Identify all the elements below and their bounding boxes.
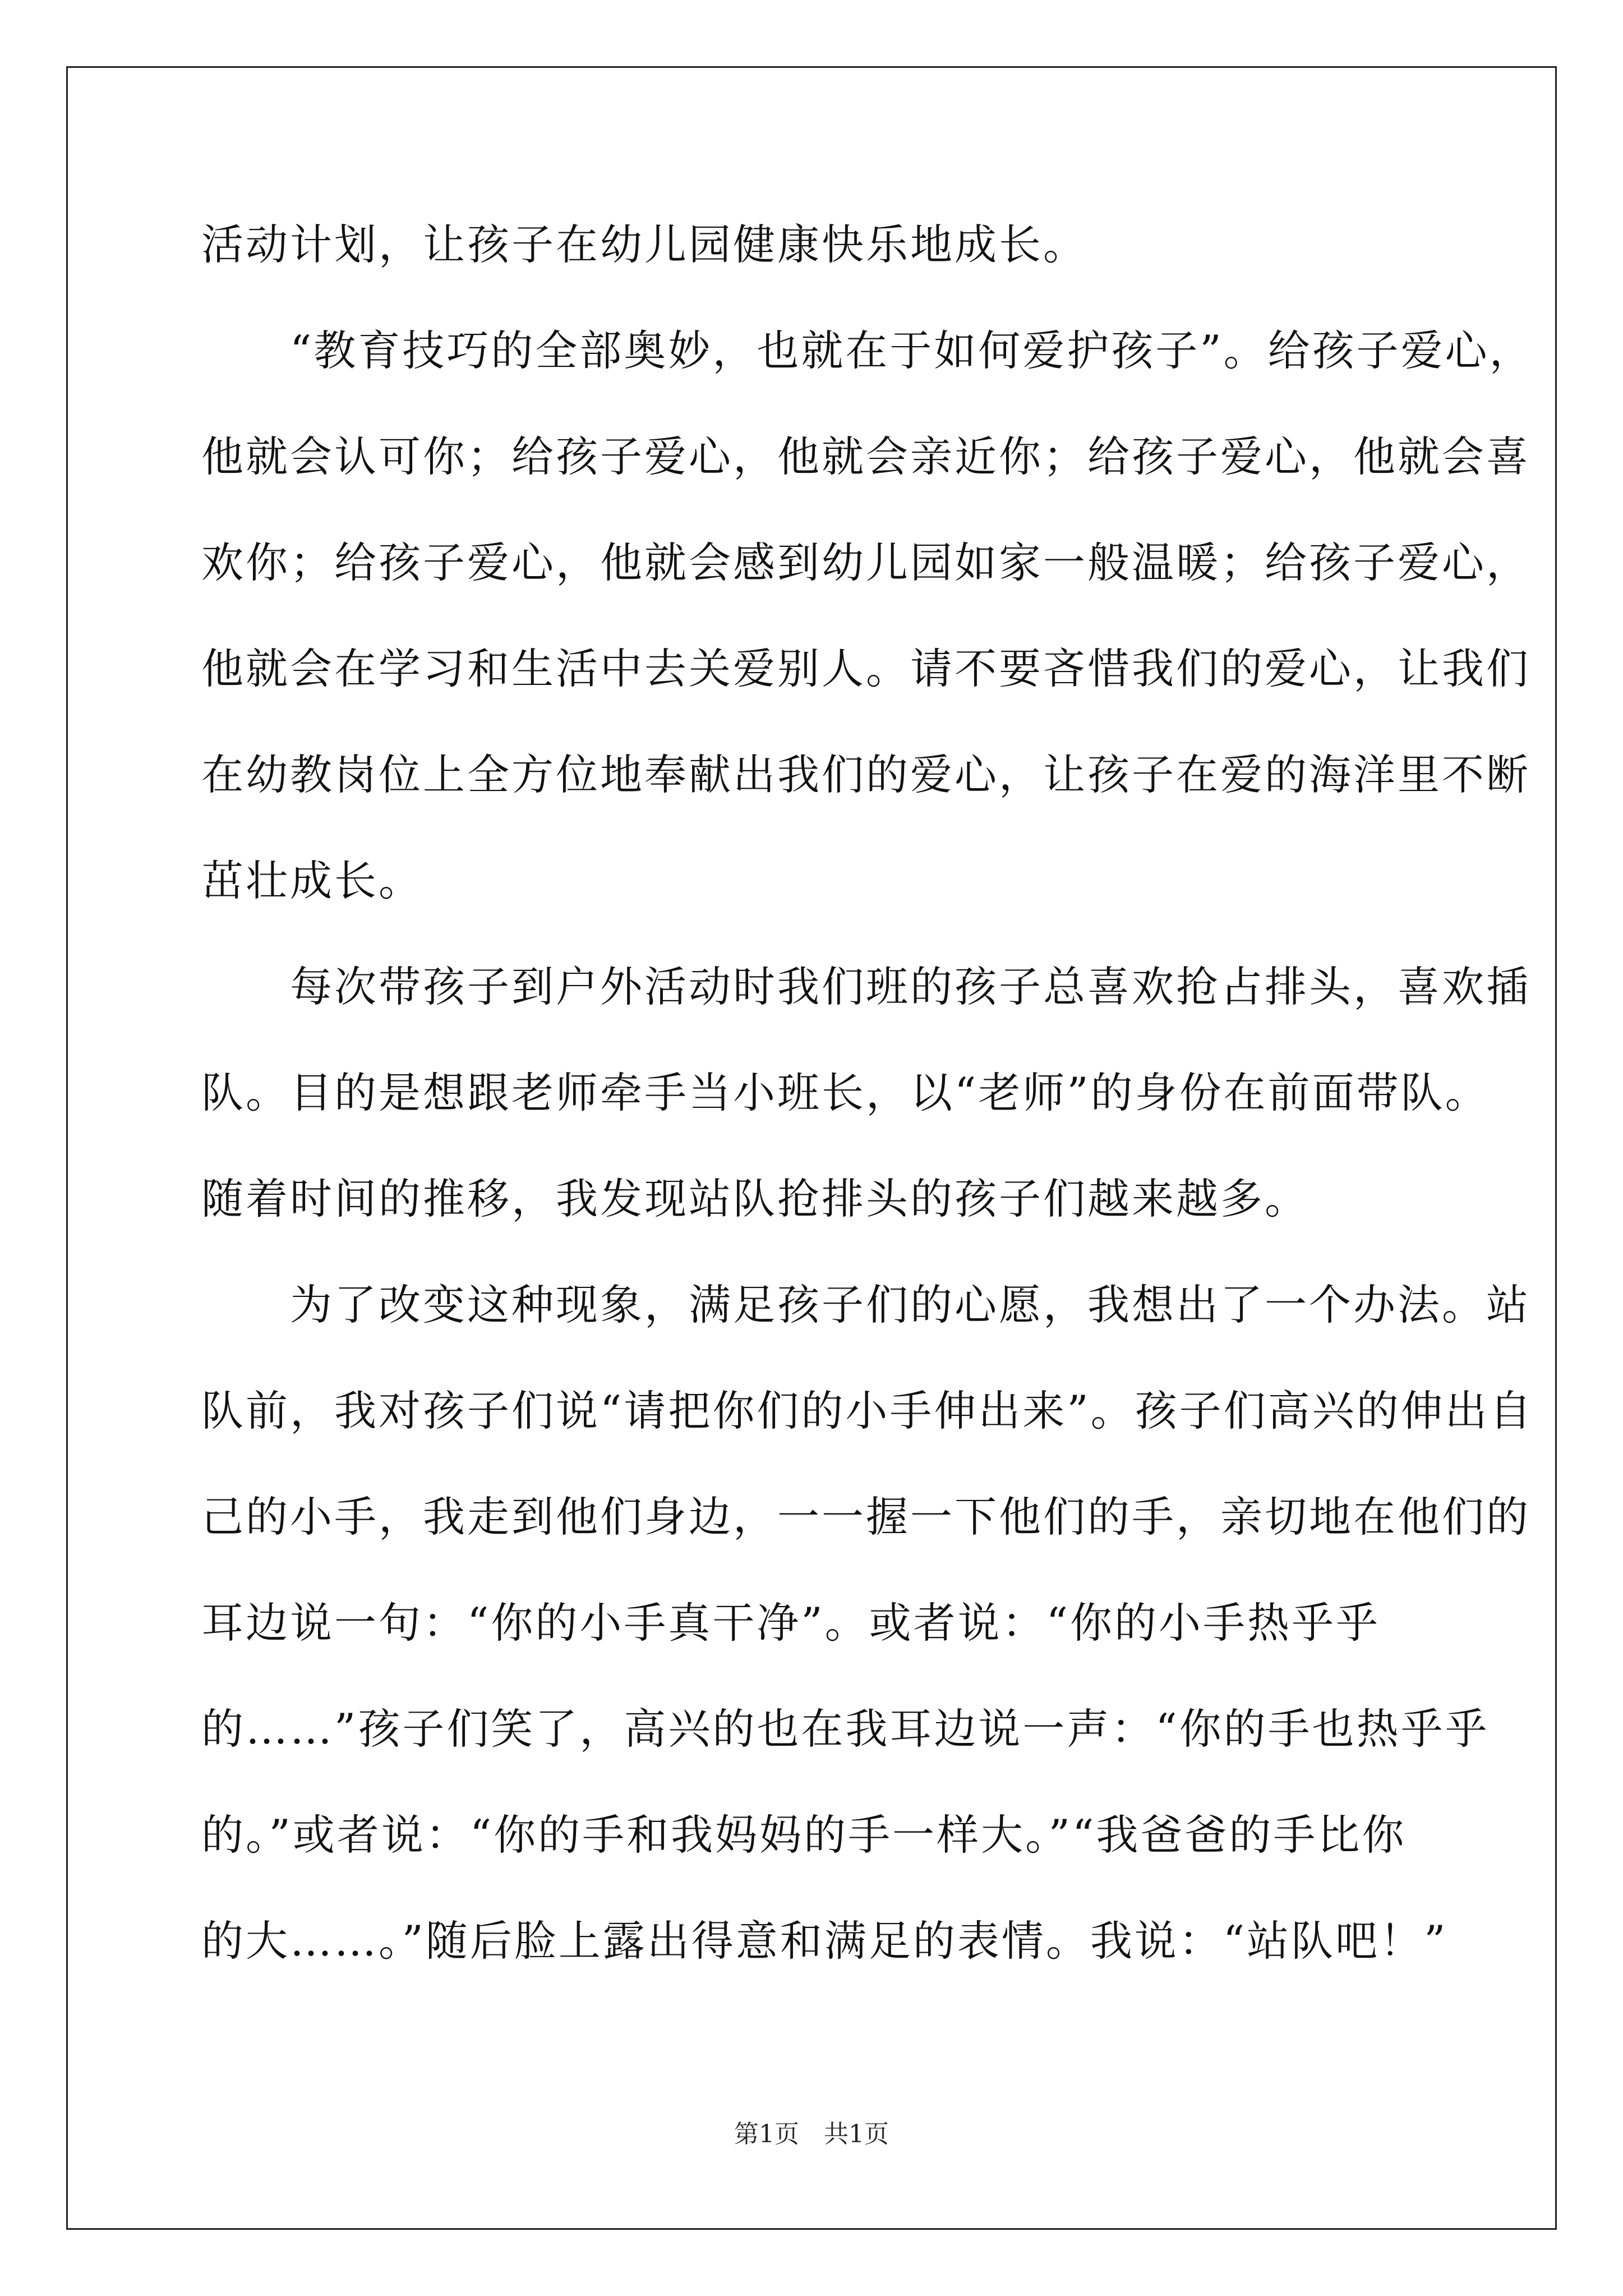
text-line: 己的小手，我走到他们身边，一一握一下他们的手，亲切地在他们的	[201, 1492, 1531, 1542]
text-line: 的。”或者说：“你的手和我妈妈的手一样大。”“我爸爸的手比你	[201, 1810, 1407, 1860]
text-line: 他就会在学习和生活中去关爱别人。请不要吝惜我们的爱心，让我们	[201, 644, 1531, 693]
text-line: 每次带孩子到户外活动时我们班的孩子总喜欢抢占排头，喜欢插	[201, 962, 1531, 1011]
text-line: 耳边说一句：“你的小手真干净”。或者说：“你的小手热乎乎	[201, 1598, 1381, 1648]
text-line: 随着时间的推移，我发现站队抢排头的孩子们越来越多。	[201, 1174, 1310, 1223]
text-line: “教育技巧的全部奥妙，也就在于如何爱护孩子”。给孩子爱心，	[201, 326, 1534, 375]
page-border	[66, 66, 1557, 2230]
text-line: 在幼教岗位上全方位地奉献出我们的爱心，让孩子在爱的海洋里不断	[201, 750, 1531, 799]
text-line: 队。目的是想跟老师牵手当小班长，以“老师”的身份在前面带队。	[201, 1068, 1490, 1117]
text-line: 他就会认可你；给孩子爱心，他就会亲近你；给孩子爱心，他就会喜	[201, 432, 1531, 481]
text-line: 的大……。”随后脸上露出得意和满足的表情。我说：“站队吧！”	[201, 1916, 1448, 1966]
text-line: 为了改变这种现象，满足孩子们的心愿，我想出了一个办法。站	[201, 1280, 1531, 1329]
text-line: 茁壮成长。	[201, 856, 423, 905]
text-line: 队前，我对孩子们说“请把你们的小手伸出来”。孩子们高兴的伸出自	[201, 1386, 1534, 1435]
text-line: 活动计划，让孩子在幼儿园健康快乐地成长。	[201, 220, 1088, 269]
page-number-footer: 第1页 共1页	[734, 2120, 889, 2148]
text-line: 的……”孩子们笑了，高兴的也在我耳边说一声：“你的手也热乎乎	[201, 1704, 1490, 1754]
text-line: 欢你；给孩子爱心，他就会感到幼儿园如家一般温暖；给孩子爱心，	[201, 538, 1531, 587]
